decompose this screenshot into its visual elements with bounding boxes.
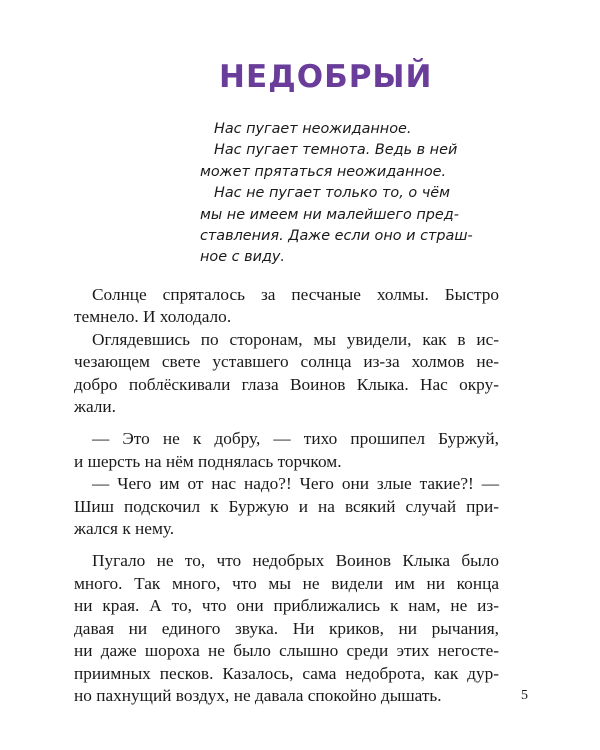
text-line: — Чего им от нас надо?! Чего они злые такие?! —: [92, 474, 499, 494]
epigraph-line: Нас пугает неожиданное.: [214, 121, 412, 137]
text-line: много. Так много, что мы не видели им ни конца: [74, 573, 499, 593]
epigraph-line: Нас пугает темнота. Ведь в ней: [214, 142, 458, 159]
text-line: жали.: [74, 397, 116, 417]
text-line: темнело. И холодало.: [74, 307, 232, 327]
text-line: давая ни единого звука. Ни криков, ни рычания,: [74, 618, 499, 638]
paragraph: [74, 473, 499, 540]
text-line: Оглядевшись по сторонам, мы увидели, как в ис-: [92, 329, 499, 349]
paragraph: [74, 329, 499, 419]
paragraph: [74, 428, 499, 473]
text-line: Пугало не то, что недобрых Воинов Клыка было: [92, 551, 499, 571]
paragraph: [74, 284, 499, 329]
page-number: 5: [521, 688, 528, 703]
text-line: ни даже шороха не было слышно среди этих негосте-: [74, 641, 499, 661]
text-line: чезающем свете уставшего солнца из-за холмов не-: [74, 352, 499, 372]
epigraph-line: ное с виду.: [200, 249, 286, 266]
body-text: [74, 284, 499, 707]
epigraph: [200, 119, 515, 269]
paragraph: [74, 550, 499, 707]
text-line: Солнце спряталось за песчаные холмы. Быстро: [92, 285, 499, 304]
epigraph-line: может прятаться неожиданное.: [200, 163, 447, 180]
epigraph-line: Нас не пугает только то, о чём: [214, 185, 450, 202]
text-line: и шерсть на нём поднялась торчком.: [74, 451, 342, 471]
text-line: приимных песков. Казалось, сама недоброта, как дур-: [74, 663, 499, 683]
text-line: Шиш подскочил к Буржую и на всякий случай при-: [74, 496, 499, 516]
text-line: добро поблёскивали глаза Воинов Клыка. Нас окру-: [74, 374, 499, 394]
chapter-title: НЕДОБРЫЙ: [219, 59, 433, 95]
text-line: — Это не к добру, — тихо прошипел Буржуй,: [92, 429, 499, 449]
text-line: ни края. А то, что они приближались к нам, не из-: [74, 596, 499, 616]
epigraph-line: мы не имеем ни малейшего пред-: [200, 206, 459, 223]
text-line: жался к нему.: [74, 519, 175, 539]
epigraph-line: ставления. Даже если оно и страш-: [200, 228, 473, 245]
text-line: но пахнущий воздух, не давала спокойно дышать.: [74, 685, 442, 705]
